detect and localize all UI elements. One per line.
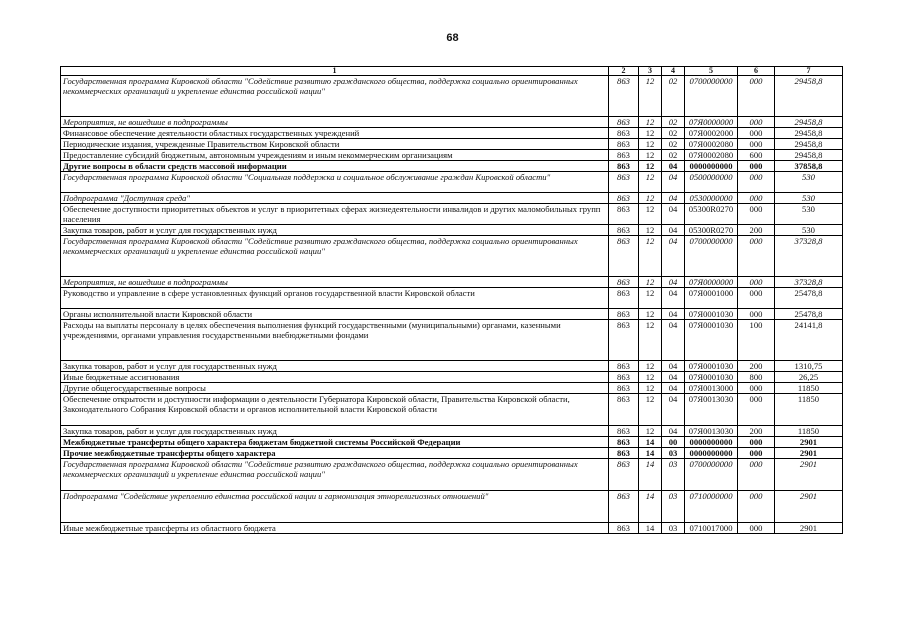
table-row: [61, 372, 843, 383]
row-target-code-cell: 0710017000: [685, 523, 738, 534]
row-amount-cell: 37858,8: [775, 161, 843, 172]
header-col-2: 2: [609, 67, 639, 76]
row-department-cell: 863: [609, 277, 639, 288]
table-row: [61, 76, 843, 117]
row-section-cell: 12: [639, 372, 662, 383]
row-name-cell: Органы исполнительной власти Кировской области: [61, 309, 609, 320]
header-col-4: 4: [662, 67, 685, 76]
table-row: [61, 309, 843, 320]
row-expense-type-cell: 000: [738, 288, 775, 309]
row-amount-cell: 2901: [775, 437, 843, 448]
row-name-cell: Обеспечение доступности приоритетных объектов и услуг в приоритетных сферах жизнедеятельности инвалидов и других маломобильных групп населения: [61, 204, 609, 225]
row-name-cell: Закупка товаров, работ и услуг для государственных нужд: [61, 426, 609, 437]
row-expense-type-cell: 000: [738, 491, 775, 523]
row-amount-cell: 2901: [775, 491, 843, 523]
row-amount-cell: 26,25: [775, 372, 843, 383]
row-amount-cell: 29458,8: [775, 128, 843, 139]
row-subsection-cell: 04: [662, 372, 685, 383]
table-row: [61, 491, 843, 523]
row-section-cell: 12: [639, 150, 662, 161]
row-department-cell: 863: [609, 225, 639, 236]
row-name-cell: Межбюджетные трансферты общего характера бюджетам бюджетной системы Российской Федерации: [61, 437, 609, 448]
row-name-cell: Иные межбюджетные трансферты из областного бюджета: [61, 523, 609, 534]
row-subsection-cell: 02: [662, 128, 685, 139]
row-target-code-cell: 0000000000: [685, 448, 738, 459]
row-section-cell: 12: [639, 361, 662, 372]
row-subsection-cell: 03: [662, 491, 685, 523]
row-name-cell: Прочие межбюджетные трансферты общего характера: [61, 448, 609, 459]
row-department-cell: 863: [609, 236, 639, 277]
row-department-cell: 863: [609, 193, 639, 204]
row-department-cell: 863: [609, 320, 639, 361]
row-target-code-cell: 07Я0013000: [685, 383, 738, 394]
row-subsection-cell: 00: [662, 437, 685, 448]
row-name-cell: Другие общегосударственные вопросы: [61, 383, 609, 394]
row-department-cell: 863: [609, 117, 639, 128]
row-expense-type-cell: 000: [738, 437, 775, 448]
row-expense-type-cell: 000: [738, 204, 775, 225]
row-name-cell: Расходы на выплаты персоналу в целях обеспечения выполнения функций государственными (муниципальными) органами, казенными учреждениями, органами управления государственными внебюджетными фондами: [61, 320, 609, 361]
row-expense-type-cell: 000: [738, 277, 775, 288]
row-subsection-cell: 04: [662, 288, 685, 309]
row-department-cell: 863: [609, 161, 639, 172]
row-section-cell: 12: [639, 193, 662, 204]
header-col-3: 3: [639, 67, 662, 76]
row-subsection-cell: 04: [662, 394, 685, 426]
row-target-code-cell: 07Я0000000: [685, 277, 738, 288]
row-department-cell: 863: [609, 288, 639, 309]
row-target-code-cell: 0710000000: [685, 491, 738, 523]
table-row: [61, 161, 843, 172]
row-department-cell: 863: [609, 372, 639, 383]
row-expense-type-cell: 000: [738, 459, 775, 491]
row-subsection-cell: 04: [662, 309, 685, 320]
row-expense-type-cell: 000: [738, 139, 775, 150]
table-row: [61, 394, 843, 426]
row-name-cell: Государственная программа Кировской области "Содействие развитию гражданского общества, поддержка социально ориентированных некоммерческих организаций и укрепление единства российской нации": [61, 459, 609, 491]
row-expense-type-cell: 000: [738, 117, 775, 128]
row-name-cell: Обеспечение открытости и доступности информации о деятельности Губернатора Кировской области, Правительства Кировской области, Законодательного Собрания Кировской области и органов исполнительной власти Кировской области: [61, 394, 609, 426]
row-amount-cell: 29458,8: [775, 117, 843, 128]
row-expense-type-cell: 000: [738, 76, 775, 117]
row-name-cell: Подпрограмма "Доступная среда": [61, 193, 609, 204]
row-subsection-cell: 02: [662, 76, 685, 117]
table-row: [61, 459, 843, 491]
row-expense-type-cell: 000: [738, 309, 775, 320]
row-target-code-cell: 07Я0013030: [685, 394, 738, 426]
row-expense-type-cell: 100: [738, 320, 775, 361]
table-row: [61, 523, 843, 534]
table-row: [61, 193, 843, 204]
row-target-code-cell: 0530000000: [685, 193, 738, 204]
table-row: [61, 277, 843, 288]
header-col-6: 6: [738, 67, 775, 76]
table-row: [61, 225, 843, 236]
row-subsection-cell: 04: [662, 236, 685, 277]
row-department-cell: 863: [609, 383, 639, 394]
row-name-cell: Иные бюджетные ассигнования: [61, 372, 609, 383]
row-section-cell: 14: [639, 491, 662, 523]
row-target-code-cell: 0500000000: [685, 172, 738, 193]
row-name-cell: Предоставление субсидий бюджетным, автономным учреждениям и иным некоммерческим организациям: [61, 150, 609, 161]
row-amount-cell: 37328,8: [775, 277, 843, 288]
row-amount-cell: 530: [775, 225, 843, 236]
row-subsection-cell: 04: [662, 172, 685, 193]
row-subsection-cell: 03: [662, 523, 685, 534]
row-target-code-cell: 07Я0001030: [685, 372, 738, 383]
row-target-code-cell: 07Я0001000: [685, 288, 738, 309]
row-section-cell: 12: [639, 139, 662, 150]
table-row: [61, 448, 843, 459]
row-department-cell: 863: [609, 491, 639, 523]
row-target-code-cell: 0000000000: [685, 161, 738, 172]
row-department-cell: 863: [609, 150, 639, 161]
row-subsection-cell: 04: [662, 383, 685, 394]
row-amount-cell: 25478,8: [775, 309, 843, 320]
row-subsection-cell: 02: [662, 139, 685, 150]
table-row: [61, 204, 843, 225]
row-subsection-cell: 04: [662, 277, 685, 288]
row-target-code-cell: 07Я0002000: [685, 128, 738, 139]
row-target-code-cell: 0700000000: [685, 236, 738, 277]
row-section-cell: 12: [639, 288, 662, 309]
row-expense-type-cell: 200: [738, 426, 775, 437]
page-number: 68: [446, 32, 459, 44]
row-name-cell: Государственная программа Кировской области "Содействие развитию гражданского общества, поддержка социально ориентированных некоммерческих организаций и укрепление единства российской нации": [61, 76, 609, 117]
row-target-code-cell: 0700000000: [685, 76, 738, 117]
row-amount-cell: 2901: [775, 523, 843, 534]
row-section-cell: 12: [639, 309, 662, 320]
row-amount-cell: 29458,8: [775, 76, 843, 117]
row-target-code-cell: 05300R0270: [685, 225, 738, 236]
row-target-code-cell: 0000000000: [685, 437, 738, 448]
row-expense-type-cell: 000: [738, 172, 775, 193]
row-amount-cell: 25478,8: [775, 288, 843, 309]
row-expense-type-cell: 000: [738, 523, 775, 534]
row-target-code-cell: 07Я0001030: [685, 309, 738, 320]
row-target-code-cell: 07Я0000000: [685, 117, 738, 128]
row-section-cell: 12: [639, 225, 662, 236]
row-expense-type-cell: 000: [738, 448, 775, 459]
row-section-cell: 12: [639, 128, 662, 139]
row-subsection-cell: 03: [662, 448, 685, 459]
row-name-cell: Подпрограмма "Содействие укреплению единства российской нации и гармонизация этнорелигиозных отношений": [61, 491, 609, 523]
table-row: [61, 437, 843, 448]
row-expense-type-cell: 000: [738, 193, 775, 204]
table-row: [61, 426, 843, 437]
header-col-1: 1: [61, 67, 609, 76]
row-subsection-cell: 03: [662, 459, 685, 491]
row-section-cell: 12: [639, 426, 662, 437]
row-department-cell: 863: [609, 128, 639, 139]
row-expense-type-cell: 200: [738, 225, 775, 236]
row-amount-cell: 2901: [775, 448, 843, 459]
row-subsection-cell: 04: [662, 193, 685, 204]
table-row: [61, 320, 843, 361]
row-section-cell: 12: [639, 204, 662, 225]
row-section-cell: 12: [639, 383, 662, 394]
row-department-cell: 863: [609, 76, 639, 117]
row-subsection-cell: 04: [662, 204, 685, 225]
row-department-cell: 863: [609, 204, 639, 225]
row-amount-cell: 37328,8: [775, 236, 843, 277]
row-section-cell: 12: [639, 277, 662, 288]
table-row: [61, 117, 843, 128]
row-department-cell: 863: [609, 437, 639, 448]
row-target-code-cell: 07Я0001030: [685, 320, 738, 361]
budget-table: [60, 66, 843, 534]
row-section-cell: 12: [639, 117, 662, 128]
row-department-cell: 863: [609, 172, 639, 193]
row-name-cell: Другие вопросы в области средств массовой информации: [61, 161, 609, 172]
row-amount-cell: 530: [775, 193, 843, 204]
row-subsection-cell: 04: [662, 320, 685, 361]
row-department-cell: 863: [609, 139, 639, 150]
header-col-7: 7: [775, 67, 843, 76]
row-subsection-cell: 02: [662, 150, 685, 161]
header-col-5: 5: [685, 67, 738, 76]
row-section-cell: 12: [639, 394, 662, 426]
row-amount-cell: 2901: [775, 459, 843, 491]
row-target-code-cell: 07Я0002080: [685, 150, 738, 161]
row-amount-cell: 11850: [775, 383, 843, 394]
table-row: [61, 128, 843, 139]
row-target-code-cell: 07Я0013030: [685, 426, 738, 437]
row-amount-cell: 530: [775, 204, 843, 225]
row-section-cell: 12: [639, 161, 662, 172]
row-target-code-cell: 05300R0270: [685, 204, 738, 225]
row-section-cell: 12: [639, 76, 662, 117]
row-subsection-cell: 04: [662, 225, 685, 236]
table-row: [61, 236, 843, 277]
row-expense-type-cell: 000: [738, 128, 775, 139]
row-department-cell: 863: [609, 523, 639, 534]
row-target-code-cell: 07Я0001030: [685, 361, 738, 372]
row-subsection-cell: 04: [662, 361, 685, 372]
table-row: [61, 361, 843, 372]
table-row: [61, 139, 843, 150]
row-amount-cell: 11850: [775, 394, 843, 426]
row-name-cell: Государственная программа Кировской области "Социальная поддержка и социальное обслуживание граждан Кировской области": [61, 172, 609, 193]
row-section-cell: 14: [639, 523, 662, 534]
row-name-cell: Мероприятия, не вошедшие в подпрограммы: [61, 117, 609, 128]
row-name-cell: Руководство и управление в сфере установленных функций органов государственной власти Кировской области: [61, 288, 609, 309]
row-amount-cell: 29458,8: [775, 139, 843, 150]
row-target-code-cell: 07Я0002080: [685, 139, 738, 150]
row-expense-type-cell: 000: [738, 383, 775, 394]
row-amount-cell: 530: [775, 172, 843, 193]
row-department-cell: 863: [609, 361, 639, 372]
row-name-cell: Закупка товаров, работ и услуг для государственных нужд: [61, 361, 609, 372]
table-row: [61, 383, 843, 394]
table-body: [61, 76, 843, 534]
row-amount-cell: 11850: [775, 426, 843, 437]
row-section-cell: 14: [639, 448, 662, 459]
table-row: [61, 172, 843, 193]
row-department-cell: 863: [609, 394, 639, 426]
row-section-cell: 12: [639, 320, 662, 361]
row-target-code-cell: 0700000000: [685, 459, 738, 491]
table-header-row: [61, 67, 843, 76]
row-name-cell: Мероприятия, не вошедшие в подпрограммы: [61, 277, 609, 288]
row-section-cell: 14: [639, 459, 662, 491]
row-amount-cell: 24141,8: [775, 320, 843, 361]
table-row: [61, 150, 843, 161]
row-subsection-cell: 04: [662, 161, 685, 172]
row-department-cell: 863: [609, 309, 639, 320]
row-name-cell: Финансовое обеспечение деятельности областных государственных учреждений: [61, 128, 609, 139]
row-expense-type-cell: 200: [738, 361, 775, 372]
row-expense-type-cell: 000: [738, 236, 775, 277]
row-amount-cell: 1310,75: [775, 361, 843, 372]
row-department-cell: 863: [609, 459, 639, 491]
row-department-cell: 863: [609, 448, 639, 459]
row-section-cell: 14: [639, 437, 662, 448]
row-section-cell: 12: [639, 172, 662, 193]
table-row: [61, 288, 843, 309]
row-name-cell: Периодические издания, учрежденные Правительством Кировской области: [61, 139, 609, 150]
row-name-cell: Государственная программа Кировской области "Содействие развитию гражданского общества, поддержка социально ориентированных некоммерческих организаций и укрепление единства российской нации": [61, 236, 609, 277]
row-department-cell: 863: [609, 426, 639, 437]
row-expense-type-cell: 600: [738, 150, 775, 161]
row-expense-type-cell: 000: [738, 161, 775, 172]
row-expense-type-cell: 800: [738, 372, 775, 383]
row-subsection-cell: 04: [662, 426, 685, 437]
row-name-cell: Закупка товаров, работ и услуг для государственных нужд: [61, 225, 609, 236]
row-section-cell: 12: [639, 236, 662, 277]
row-amount-cell: 29458,8: [775, 150, 843, 161]
row-subsection-cell: 02: [662, 117, 685, 128]
row-expense-type-cell: 000: [738, 394, 775, 426]
